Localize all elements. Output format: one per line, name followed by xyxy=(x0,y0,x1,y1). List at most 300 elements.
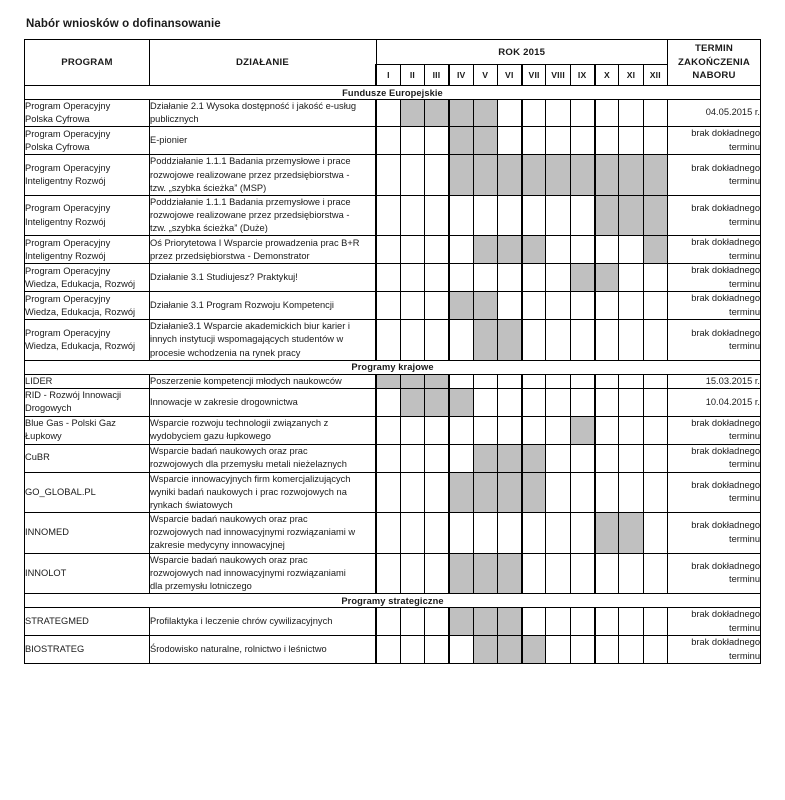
cell-month-vi xyxy=(497,127,521,155)
cell-dzialanie-line: rynkach światowych xyxy=(150,499,233,510)
cell-termin xyxy=(668,513,761,554)
cell-dzialanie xyxy=(150,320,377,361)
cell-month-x xyxy=(595,389,619,416)
cell-month-x xyxy=(595,155,619,196)
cell-termin-line: terminu xyxy=(728,622,760,633)
cell-termin-line: terminu xyxy=(728,141,760,152)
cell-month-x xyxy=(595,127,619,155)
cell-month-viii xyxy=(546,608,570,636)
cell-program xyxy=(25,374,150,388)
table-row xyxy=(25,155,761,196)
cell-program xyxy=(25,155,150,196)
cell-month-xi xyxy=(619,374,643,388)
table-row xyxy=(25,127,761,155)
cell-month-iv xyxy=(449,389,473,416)
table-row xyxy=(25,320,761,361)
section-band-label: Fundusze Europejskie xyxy=(25,86,761,100)
table-row xyxy=(25,416,761,444)
table-row xyxy=(25,195,761,236)
page-title: Nabór wniosków o dofinansowanie xyxy=(26,18,221,30)
cell-program xyxy=(25,195,150,236)
cell-month-x xyxy=(595,236,619,264)
cell-month-xii xyxy=(643,513,667,554)
cell-month-v xyxy=(473,236,497,264)
cell-month-xi xyxy=(619,513,643,554)
cell-month-xi xyxy=(619,444,643,472)
cell-dzialanie xyxy=(150,472,377,513)
cell-month-v xyxy=(473,444,497,472)
cell-month-viii xyxy=(546,389,570,416)
cell-month-iv xyxy=(449,608,473,636)
cell-program xyxy=(25,416,150,444)
cell-month-i xyxy=(376,389,400,416)
cell-month-i xyxy=(376,472,400,513)
cell-month-vi xyxy=(497,155,521,196)
cell-month-iv xyxy=(449,636,473,664)
cell-dzialanie-line: tzw. „szybka ścieżka” (Duże) xyxy=(150,223,268,234)
cell-program-line: BIOSTRATEG xyxy=(25,644,85,655)
cell-termin xyxy=(668,472,761,513)
cell-termin xyxy=(668,100,761,127)
cell-termin-line: brak dokładnego xyxy=(691,327,760,338)
cell-month-viii xyxy=(546,513,570,554)
cell-month-iii xyxy=(425,389,449,416)
cell-termin xyxy=(668,155,761,196)
cell-program-line: Polska Cyfrowa xyxy=(25,141,90,152)
cell-month-xii xyxy=(643,444,667,472)
cell-month-xii xyxy=(643,320,667,361)
cell-month-xi xyxy=(619,127,643,155)
cell-month-x xyxy=(595,513,619,554)
cell-month-i xyxy=(376,320,400,361)
cell-month-x xyxy=(595,444,619,472)
cell-month-vii xyxy=(522,472,546,513)
cell-dzialanie xyxy=(150,292,377,320)
cell-month-iv xyxy=(449,100,473,127)
cell-month-xii xyxy=(643,155,667,196)
col-header-program: PROGRAM xyxy=(25,40,150,86)
cell-termin-line: brak dokładnego xyxy=(691,203,760,214)
cell-termin-line: terminu xyxy=(728,341,760,352)
cell-month-i xyxy=(376,127,400,155)
cell-dzialanie-line: rozwojowych nad innowacyjnymi rozwiązaniami xyxy=(150,567,346,578)
cell-program xyxy=(25,320,150,361)
cell-month-vii xyxy=(522,416,546,444)
cell-termin-line: terminu xyxy=(728,431,760,442)
cell-month-ii xyxy=(400,389,424,416)
table-row xyxy=(25,374,761,388)
table-row xyxy=(25,236,761,264)
cell-month-xii xyxy=(643,236,667,264)
cell-month-v xyxy=(473,100,497,127)
cell-termin-line: brak dokładnego xyxy=(691,560,760,571)
table-row xyxy=(25,513,761,554)
cell-program-line: Program Operacyjny xyxy=(25,293,111,304)
section-band-row xyxy=(25,360,761,374)
cell-termin-line: brak dokładnego xyxy=(691,162,760,173)
cell-dzialanie xyxy=(150,374,377,388)
cell-month-i xyxy=(376,636,400,664)
cell-dzialanie-line: przez przedsiębiorstwa - Demonstrator xyxy=(150,250,310,261)
cell-month-viii xyxy=(546,292,570,320)
cell-month-ii xyxy=(400,444,424,472)
cell-month-i xyxy=(376,374,400,388)
cell-dzialanie-line: Wsparcie badań naukowych oraz prac xyxy=(150,445,308,456)
month-header-iii: III xyxy=(425,65,449,86)
cell-month-vi xyxy=(497,389,521,416)
cell-month-ii xyxy=(400,472,424,513)
cell-termin-line: terminu xyxy=(728,278,760,289)
cell-program xyxy=(25,292,150,320)
cell-month-v xyxy=(473,472,497,513)
table-row xyxy=(25,292,761,320)
cell-program-line: INNOMED xyxy=(25,527,69,538)
cell-termin-line: 15.03.2015 r. xyxy=(705,375,760,386)
cell-month-vi xyxy=(497,264,521,292)
cell-termin xyxy=(668,195,761,236)
month-header-x: X xyxy=(595,65,619,86)
cell-month-iii xyxy=(425,444,449,472)
month-header-xi: XI xyxy=(619,65,643,86)
cell-month-i xyxy=(376,292,400,320)
cell-dzialanie-line: Innowacje w zakresie drogownictwa xyxy=(150,396,298,407)
cell-dzialanie xyxy=(150,264,377,292)
cell-month-xii xyxy=(643,608,667,636)
cell-month-iv xyxy=(449,264,473,292)
cell-month-xii xyxy=(643,264,667,292)
cell-dzialanie xyxy=(150,608,377,636)
table-body xyxy=(25,86,761,664)
cell-month-v xyxy=(473,513,497,554)
cell-month-iv xyxy=(449,127,473,155)
cell-month-ix xyxy=(570,608,594,636)
cell-month-xi xyxy=(619,608,643,636)
month-header-vii: VII xyxy=(522,65,546,86)
cell-month-ii xyxy=(400,636,424,664)
cell-month-ii xyxy=(400,320,424,361)
cell-month-v xyxy=(473,320,497,361)
cell-termin xyxy=(668,444,761,472)
cell-dzialanie-line: Wsparcie badań naukowych oraz prac xyxy=(150,514,308,525)
cell-month-x xyxy=(595,608,619,636)
cell-program-line: Program Operacyjny xyxy=(25,128,111,139)
cell-month-ii xyxy=(400,608,424,636)
cell-dzialanie-line: rozwojowe realizowane przez przedsiębiorstwa - xyxy=(150,210,350,221)
section-band-row xyxy=(25,594,761,608)
cell-month-xii xyxy=(643,553,667,594)
cell-month-iii xyxy=(425,100,449,127)
cell-month-vi xyxy=(497,236,521,264)
cell-termin-line: brak dokładnego xyxy=(691,265,760,276)
cell-dzialanie xyxy=(150,416,377,444)
cell-termin-line: 04.05.2015 r. xyxy=(705,107,760,118)
cell-month-i xyxy=(376,100,400,127)
cell-dzialanie-line: rozwojowe realizowane przez przedsiębiorstwa - xyxy=(150,169,350,180)
cell-month-xi xyxy=(619,472,643,513)
cell-month-ii xyxy=(400,155,424,196)
cell-month-v xyxy=(473,416,497,444)
cell-month-vii xyxy=(522,155,546,196)
cell-month-viii xyxy=(546,444,570,472)
cell-termin-line: 10.04.2015 r. xyxy=(705,396,760,407)
month-header-i: I xyxy=(376,65,400,86)
cell-dzialanie-line: Wsparcie innowacyjnych firm komercjalizujących xyxy=(150,473,351,484)
cell-dzialanie-line: tzw. „szybka ścieżka” (MSP) xyxy=(150,182,267,193)
cell-month-v xyxy=(473,374,497,388)
cell-termin-line: terminu xyxy=(728,459,760,470)
cell-month-xii xyxy=(643,292,667,320)
cell-month-xii xyxy=(643,416,667,444)
cell-month-iv xyxy=(449,374,473,388)
cell-month-vi xyxy=(497,374,521,388)
cell-program-line: Łupkowy xyxy=(25,431,62,442)
cell-month-vi xyxy=(497,292,521,320)
cell-month-iv xyxy=(449,320,473,361)
table-header xyxy=(25,40,761,86)
cell-dzialanie xyxy=(150,513,377,554)
cell-month-ix xyxy=(570,195,594,236)
cell-month-iii xyxy=(425,127,449,155)
cell-month-iii xyxy=(425,513,449,554)
cell-termin xyxy=(668,416,761,444)
cell-month-ii xyxy=(400,100,424,127)
cell-month-vii xyxy=(522,389,546,416)
cell-month-ix xyxy=(570,416,594,444)
cell-termin-line: brak dokładnego xyxy=(691,237,760,248)
cell-dzialanie-line: Oś Priorytetowa I Wsparcie prowadzenia prac B+R xyxy=(150,237,360,248)
cell-dzialanie xyxy=(150,155,377,196)
cell-month-xi xyxy=(619,320,643,361)
cell-month-ii xyxy=(400,127,424,155)
cell-month-iv xyxy=(449,292,473,320)
month-header-v: V xyxy=(473,65,497,86)
cell-month-xi xyxy=(619,389,643,416)
cell-dzialanie-line: wydobyciem gazu łupkowego xyxy=(150,431,271,442)
cell-program xyxy=(25,236,150,264)
cell-month-v xyxy=(473,389,497,416)
cell-month-vii xyxy=(522,100,546,127)
cell-month-i xyxy=(376,236,400,264)
cell-program-line: Program Operacyjny xyxy=(25,101,111,111)
cell-program-line: Drogowych xyxy=(25,403,72,414)
cell-month-iv xyxy=(449,472,473,513)
cell-month-x xyxy=(595,636,619,664)
cell-month-vii xyxy=(522,195,546,236)
cell-month-ii xyxy=(400,553,424,594)
cell-month-xi xyxy=(619,195,643,236)
cell-month-ix xyxy=(570,374,594,388)
cell-termin-line: brak dokładnego xyxy=(691,128,760,139)
cell-program-line: Wiedza, Edukacja, Rozwój xyxy=(25,278,136,289)
cell-month-ix xyxy=(570,127,594,155)
cell-month-vi xyxy=(497,553,521,594)
cell-dzialanie xyxy=(150,553,377,594)
cell-month-viii xyxy=(546,264,570,292)
cell-month-v xyxy=(473,292,497,320)
cell-termin-line: terminu xyxy=(728,250,760,261)
cell-program xyxy=(25,389,150,416)
cell-program-line: Program Operacyjny xyxy=(25,203,111,214)
cell-dzialanie-line: Działanie 2.1 Wysoka dostępność i jakość e-usług xyxy=(150,101,357,111)
cell-termin-line: brak dokładnego xyxy=(691,520,760,531)
cell-program-line: STRATEGMED xyxy=(25,616,89,627)
cell-month-iv xyxy=(449,155,473,196)
cell-termin xyxy=(668,553,761,594)
cell-month-iii xyxy=(425,195,449,236)
cell-month-vii xyxy=(522,444,546,472)
cell-month-viii xyxy=(546,553,570,594)
cell-month-ix xyxy=(570,636,594,664)
cell-termin-line: terminu xyxy=(728,216,760,227)
cell-month-iv xyxy=(449,416,473,444)
cell-month-ix xyxy=(570,444,594,472)
cell-month-iv xyxy=(449,444,473,472)
cell-dzialanie xyxy=(150,100,377,127)
cell-month-ix xyxy=(570,292,594,320)
month-header-iv: IV xyxy=(449,65,473,86)
cell-program xyxy=(25,553,150,594)
cell-dzialanie xyxy=(150,195,377,236)
table-row xyxy=(25,444,761,472)
cell-month-x xyxy=(595,292,619,320)
col-header-dzialanie: DZIAŁANIE xyxy=(150,40,377,86)
cell-dzialanie-line: publicznych xyxy=(150,114,199,125)
cell-month-iii xyxy=(425,264,449,292)
cell-termin-line: terminu xyxy=(728,650,760,661)
cell-month-xii xyxy=(643,374,667,388)
cell-month-vi xyxy=(497,195,521,236)
cell-month-iii xyxy=(425,236,449,264)
cell-dzialanie-line: Profilaktyka i leczenie chrów cywilizacyjnych xyxy=(150,616,333,627)
cell-month-ii xyxy=(400,264,424,292)
cell-month-ii xyxy=(400,236,424,264)
cell-month-viii xyxy=(546,100,570,127)
cell-month-i xyxy=(376,416,400,444)
section-band-row xyxy=(25,86,761,100)
cell-month-v xyxy=(473,636,497,664)
cell-month-vi xyxy=(497,513,521,554)
cell-month-ii xyxy=(400,513,424,554)
cell-program-line: Wiedza, Edukacja, Rozwój xyxy=(25,306,136,317)
table-row xyxy=(25,608,761,636)
cell-month-ix xyxy=(570,513,594,554)
month-header-ii: II xyxy=(400,65,424,86)
cell-month-xii xyxy=(643,472,667,513)
cell-dzialanie-line: rozwojowych nad innowacyjnymi rozwiązaniami w xyxy=(150,527,356,538)
cell-month-xii xyxy=(643,389,667,416)
cell-program-line: Polska Cyfrowa xyxy=(25,114,90,125)
cell-month-i xyxy=(376,513,400,554)
cell-month-ix xyxy=(570,389,594,416)
cell-month-ix xyxy=(570,236,594,264)
cell-dzialanie-line: E-pionier xyxy=(150,135,188,146)
cell-program-line: INNOLOT xyxy=(25,567,67,578)
cell-month-vii xyxy=(522,236,546,264)
cell-program-line: Inteligentny Rozwój xyxy=(25,216,106,227)
cell-month-ix xyxy=(570,155,594,196)
col-header-termin xyxy=(668,40,761,86)
cell-month-iii xyxy=(425,155,449,196)
cell-month-iii xyxy=(425,416,449,444)
cell-month-xii xyxy=(643,127,667,155)
cell-termin-line: brak dokładnego xyxy=(691,445,760,456)
cell-month-v xyxy=(473,264,497,292)
cell-termin xyxy=(668,608,761,636)
cell-month-x xyxy=(595,416,619,444)
cell-dzialanie-line: Działanie3.1 Wsparcie akademickich biur karier i xyxy=(150,321,350,332)
cell-month-iii xyxy=(425,374,449,388)
cell-dzialanie xyxy=(150,444,377,472)
cell-month-ix xyxy=(570,320,594,361)
cell-month-xii xyxy=(643,636,667,664)
table-row xyxy=(25,100,761,127)
cell-termin-line: brak dokładnego xyxy=(691,637,760,648)
cell-month-viii xyxy=(546,127,570,155)
cell-month-viii xyxy=(546,374,570,388)
cell-dzialanie-line: Wsparcie badań naukowych oraz prac xyxy=(150,554,308,565)
cell-dzialanie xyxy=(150,127,377,155)
cell-termin xyxy=(668,374,761,388)
cell-month-x xyxy=(595,195,619,236)
month-header-viii: VIII xyxy=(546,65,570,86)
cell-month-i xyxy=(376,155,400,196)
cell-month-vii xyxy=(522,374,546,388)
cell-dzialanie-line: zakresie medycyny innowacyjnej xyxy=(150,540,285,551)
cell-program-line: GO_GLOBAL.PL xyxy=(25,486,96,497)
cell-month-i xyxy=(376,608,400,636)
cell-termin-line: brak dokładnego xyxy=(691,609,760,620)
cell-month-vii xyxy=(522,292,546,320)
schedule-table xyxy=(24,39,761,664)
cell-month-iii xyxy=(425,636,449,664)
cell-month-vii xyxy=(522,608,546,636)
cell-dzialanie-line: dla przemysłu lotniczego xyxy=(150,581,252,592)
cell-dzialanie xyxy=(150,236,377,264)
cell-program-line: Program Operacyjny xyxy=(25,162,111,173)
cell-program-line: Program Operacyjny xyxy=(25,265,111,276)
cell-month-xi xyxy=(619,155,643,196)
cell-program xyxy=(25,264,150,292)
cell-month-vi xyxy=(497,444,521,472)
cell-termin xyxy=(668,389,761,416)
cell-program-line: Program Operacyjny xyxy=(25,237,111,248)
cell-program-line: Blue Gas - Polski Gaz xyxy=(25,417,116,428)
cell-dzialanie-line: Poddziałanie 1.1.1 Badania przemysłowe i prace xyxy=(150,196,351,207)
cell-termin xyxy=(668,320,761,361)
header-row-top xyxy=(25,40,761,65)
cell-month-vi xyxy=(497,608,521,636)
cell-month-viii xyxy=(546,195,570,236)
cell-month-x xyxy=(595,264,619,292)
cell-month-vi xyxy=(497,100,521,127)
cell-program-line: CuBR xyxy=(25,452,50,463)
cell-month-viii xyxy=(546,472,570,513)
cell-month-ix xyxy=(570,553,594,594)
cell-month-vii xyxy=(522,127,546,155)
cell-month-viii xyxy=(546,236,570,264)
cell-month-viii xyxy=(546,155,570,196)
cell-program xyxy=(25,608,150,636)
month-header-ix: IX xyxy=(570,65,594,86)
cell-month-x xyxy=(595,100,619,127)
cell-month-x xyxy=(595,553,619,594)
cell-program-line: Inteligentny Rozwój xyxy=(25,250,106,261)
cell-month-iv xyxy=(449,236,473,264)
month-header-vi: VI xyxy=(497,65,521,86)
cell-month-xi xyxy=(619,416,643,444)
table-row xyxy=(25,389,761,416)
cell-program-line: LIDER xyxy=(25,375,53,386)
